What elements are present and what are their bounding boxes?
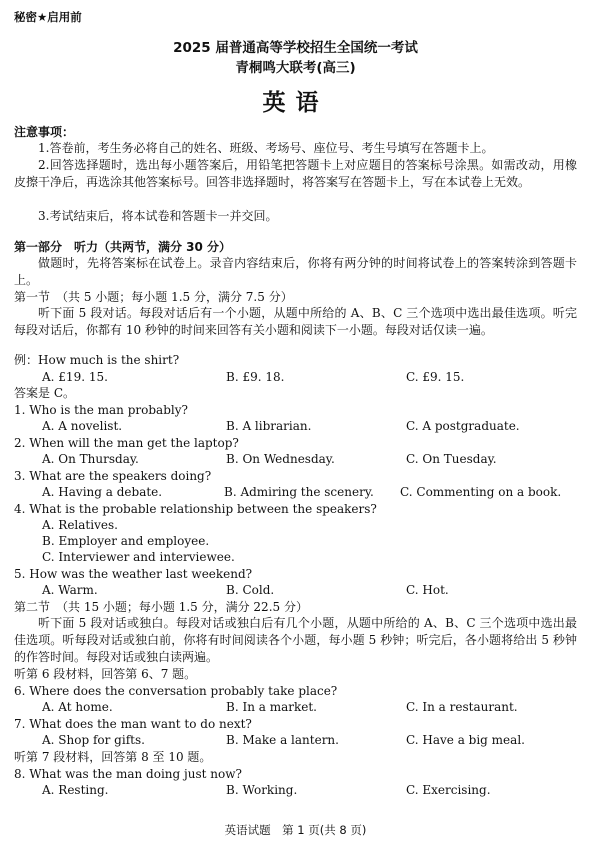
material-6-note: 听第 6 段材料，回答第 6、7 题。 — [14, 667, 197, 681]
q3-option-b: B. Admiring the scenery. — [224, 485, 374, 499]
example-option-c: C. £9. 15. — [406, 370, 465, 384]
material-7-note: 听第 7 段材料，回答第 8 至 10 题。 — [14, 750, 212, 764]
question-3: 3. What are the speakers doing? — [14, 469, 212, 483]
q7-option-b: B. Make a lantern. — [226, 733, 339, 747]
question-7: 7. What does the man want to do next? — [14, 717, 252, 731]
q1-option-c: C. A postgraduate. — [406, 419, 520, 433]
question-2: 2. When will the man get the laptop? — [14, 436, 239, 450]
q2-option-a: A. On Thursday. — [42, 452, 139, 466]
notes-item-1: 1.答卷前，考生务必将自己的姓名、班级、考场号、座位号、考生号填写在答题卡上。 — [38, 141, 494, 155]
q5-option-b: B. Cold. — [226, 583, 275, 597]
q1-option-a: A. A novelist. — [42, 419, 123, 433]
section1-intro: 听下面 5 段对话。每段对话后有一个小题，从题中所给的 A、B、C 三个选项中选出最佳选项。听完每段对话后，你都有 10 秒钟的时间来回答有关小题和阅读下一小题。每段对话仅读一遍。 — [14, 306, 577, 337]
secret-tag: 秘密★启用前 — [14, 10, 82, 24]
example-option-b: B. £9. 18. — [226, 370, 285, 384]
exam-subtitle: 青桐鸣大联考(高三) — [235, 60, 356, 76]
section2-heading: 第二节 （共 15 小题；每小题 1.5 分，满分 22.5 分） — [14, 600, 308, 614]
part1-heading: 第一部分 听力（共两节，满分 30 分） — [14, 240, 232, 254]
q2-option-c: C. On Tuesday. — [406, 452, 497, 466]
q1-option-b: B. A librarian. — [226, 419, 312, 433]
example-answer: 答案是 C。 — [14, 386, 75, 400]
q7-option-c: C. Have a big meal. — [406, 733, 525, 747]
q5-option-a: A. Warm. — [42, 583, 98, 597]
q8-option-c: C. Exercising. — [406, 783, 491, 797]
q8-option-b: B. Working. — [226, 783, 298, 797]
subject-title: 英语 — [262, 90, 329, 116]
part1-intro: 做题时，先将答案标在试卷上。录音内容结束后，你将有两分钟的时间将试卷上的答案转涂到答题卡上。 — [14, 256, 577, 287]
q6-option-b: B. In a market. — [226, 700, 317, 714]
example-question: 例：How much is the shirt? — [14, 353, 180, 367]
q4-option-b: B. Employer and employee. — [42, 534, 210, 548]
question-8: 8. What was the man doing just now? — [14, 767, 242, 781]
q4-option-a: A. Relatives. — [42, 518, 118, 532]
notes-item-2: 2.回答选择题时，选出每小题答案后，用铅笔把答题卡上对应题目的答案标号涂黑。如需改动，用橡皮擦干净后，再选涂其他答案标号。回答非选择题时，将答案写在答题卡上，写在本试卷上无效。 — [14, 158, 577, 189]
notes-heading: 注意事项： — [14, 125, 75, 139]
q6-option-c: C. In a restaurant. — [406, 700, 518, 714]
q2-option-b: B. On Wednesday. — [226, 452, 335, 466]
q5-option-c: C. Hot. — [406, 583, 449, 597]
q8-option-a: A. Resting. — [42, 783, 109, 797]
question-5: 5. How was the weather last weekend? — [14, 567, 253, 581]
q7-option-a: A. Shop for gifts. — [42, 733, 145, 747]
section1-heading: 第一节 （共 5 小题；每小题 1.5 分，满分 7.5 分） — [14, 290, 293, 304]
q6-option-a: A. At home. — [42, 700, 113, 714]
q3-option-a: A. Having a debate. — [42, 485, 163, 499]
q3-option-c: C. Commenting on a book. — [400, 485, 562, 499]
question-6: 6. Where does the conversation probably take place? — [14, 684, 338, 698]
section2-intro: 听下面 5 段对话或独白。每段对话或独白后有几个小题，从题中所给的 A、B、C 三个选项中选出最佳选项。听每段对话或独白前，你将有时间阅读各个小题，每小题 5 秒钟；听完后，各小题将给出 5 秒钟的作答时间。每段对话或独白读两遍。 — [14, 616, 577, 664]
exam-title: 2025 届普通高等学校招生全国统一考试 — [173, 40, 418, 56]
question-4: 4. What is the probable relationship between the speakers? — [14, 502, 377, 516]
question-1: 1. Who is the man probably? — [14, 403, 188, 417]
notes-item-3: 3.考试结束后，将本试卷和答题卡一并交回。 — [38, 209, 278, 223]
q4-option-c: C. Interviewer and interviewee. — [42, 550, 235, 564]
example-option-a: A. £19. 15. — [42, 370, 108, 384]
page-footer: 英语试题 第 1 页(共 8 页) — [224, 823, 367, 837]
